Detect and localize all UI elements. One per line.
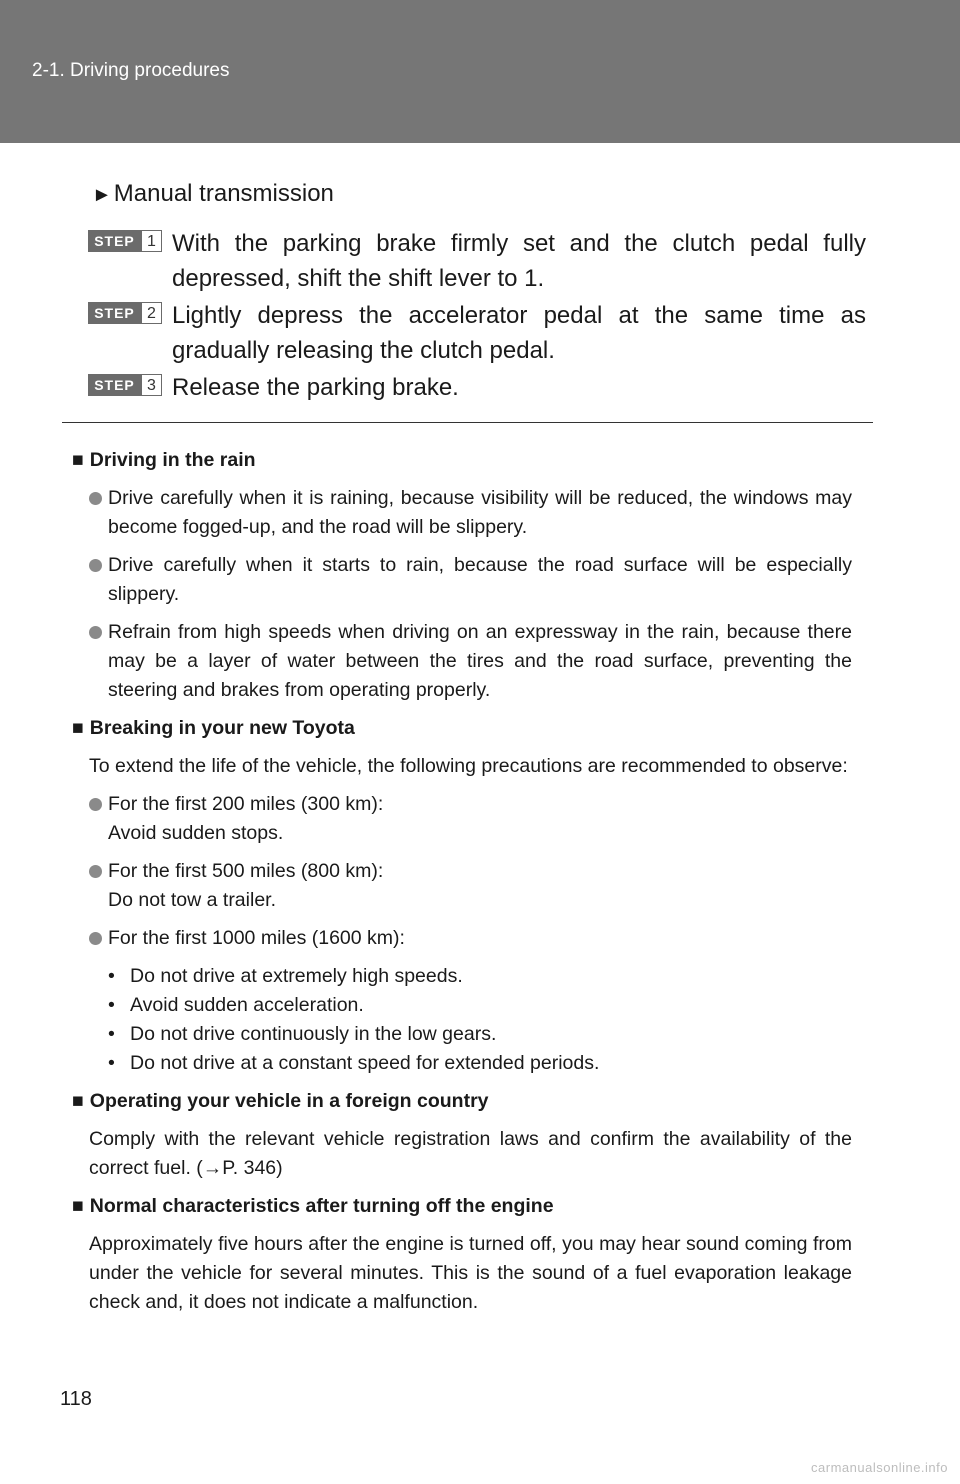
sub-list-item	[108, 1020, 852, 1049]
section-heading-text: Breaking in your new Toyota	[89, 717, 355, 739]
step-text: Lightly depress the accelerator pedal at the same time as gradually releasing the clutch pedal.	[172, 302, 866, 364]
circle-bullet-icon	[89, 798, 102, 811]
list-item-line: For the first 500 miles (800 km):	[108, 860, 384, 882]
list-item	[72, 484, 852, 542]
sub-list-item-text: Do not drive continuously in the low gears.	[130, 1023, 497, 1045]
step-number: 2	[141, 302, 162, 324]
watermark: carmanualsonline.info	[811, 1460, 948, 1475]
step-text: With the parking brake firmly set and the clutch pedal fully depressed, shift the shift lever to 1.	[172, 230, 866, 292]
sub-list-item	[108, 991, 852, 1020]
circle-bullet-icon	[89, 492, 102, 505]
circle-bullet-icon	[89, 865, 102, 878]
notes-content	[72, 446, 852, 1326]
list-item-text: Refrain from high speeds when driving on an expressway in the rain, because there may be a layer of water between the tires and the road surface, preventing the steering and brakes from operating properly.	[108, 621, 852, 701]
step-text: Release the parking brake.	[172, 374, 459, 401]
section-paragraph: To extend the life of the vehicle, the following precautions are recommended to observe:	[89, 755, 848, 777]
section-heading-text: Normal characteristics after turning off the engine	[89, 1195, 554, 1217]
step-1	[88, 226, 866, 296]
section-heading-text: Operating your vehicle in a foreign country	[89, 1090, 489, 1112]
step-badge	[88, 230, 163, 252]
step-2	[88, 298, 866, 368]
sub-list-item-text: Do not drive at a constant speed for extended periods.	[130, 1052, 600, 1074]
list-item-text: Drive carefully when it starts to rain, because the road surface will be especially slippery.	[108, 554, 852, 605]
sub-list-item	[108, 962, 852, 991]
step-badge	[88, 374, 163, 396]
list-item-line: Avoid sudden stops.	[108, 822, 284, 844]
list-item-line: For the first 200 miles (300 km):	[108, 793, 384, 815]
small-dot-icon: •	[108, 994, 115, 1016]
step-word: STEP	[88, 302, 141, 324]
sub-list-item-text: Do not drive at extremely high speeds.	[130, 965, 463, 987]
square-bullet-icon: ■	[72, 1090, 84, 1112]
list-item	[72, 924, 852, 953]
triangle-right-icon: ►	[92, 184, 112, 206]
list-item	[72, 618, 852, 705]
small-dot-icon: •	[108, 1052, 115, 1074]
circle-bullet-icon	[89, 932, 102, 945]
step-word: STEP	[88, 230, 141, 252]
sub-list	[72, 962, 852, 1078]
square-bullet-icon: ■	[72, 449, 84, 471]
sub-list-item	[108, 1049, 852, 1078]
section-heading-engine-off	[72, 1192, 852, 1221]
section-paragraph: Approximately five hours after the engine is turned off, you may hear sound coming from under the vehicle for several minutes. This is the sound of a fuel evaporation leakage check and, it does not indicate a malfunction.	[89, 1233, 852, 1313]
circle-bullet-icon	[89, 626, 102, 639]
small-dot-icon: •	[108, 965, 115, 987]
section-divider	[62, 422, 873, 423]
manual-heading-text: Manual transmission	[113, 180, 334, 207]
step-number: 1	[141, 230, 162, 252]
list-item-line: For the first 1000 miles (1600 km):	[108, 927, 405, 949]
section-paragraph: Comply with the relevant vehicle registration laws and confirm the availability of the correct fuel. (→P. 346)	[89, 1128, 852, 1179]
list-item-text: Drive carefully when it is raining, because visibility will be reduced, the windows may become fogged-up, and the road will be slippery.	[108, 487, 852, 538]
list-item	[72, 551, 852, 609]
list-item-line: Do not tow a trailer.	[108, 889, 276, 911]
small-dot-icon: •	[108, 1023, 115, 1045]
section-heading-text: Driving in the rain	[89, 449, 256, 471]
step-3	[88, 370, 866, 405]
list-item	[72, 857, 852, 915]
page-header	[0, 0, 960, 143]
page-number: 118	[60, 1388, 92, 1410]
step-word: STEP	[88, 374, 141, 396]
list-item	[72, 790, 852, 848]
section-heading-foreign-country	[72, 1087, 852, 1116]
section-title: 2-1. Driving procedures	[32, 60, 230, 81]
square-bullet-icon: ■	[72, 1195, 84, 1217]
section-heading-rain	[72, 446, 852, 475]
square-bullet-icon: ■	[72, 717, 84, 739]
manual-transmission-heading	[92, 178, 334, 211]
sub-list-item-text: Avoid sudden acceleration.	[130, 994, 364, 1016]
section-heading-break-in	[72, 714, 852, 743]
step-badge	[88, 302, 163, 324]
step-number: 3	[141, 374, 162, 396]
circle-bullet-icon	[89, 559, 102, 572]
